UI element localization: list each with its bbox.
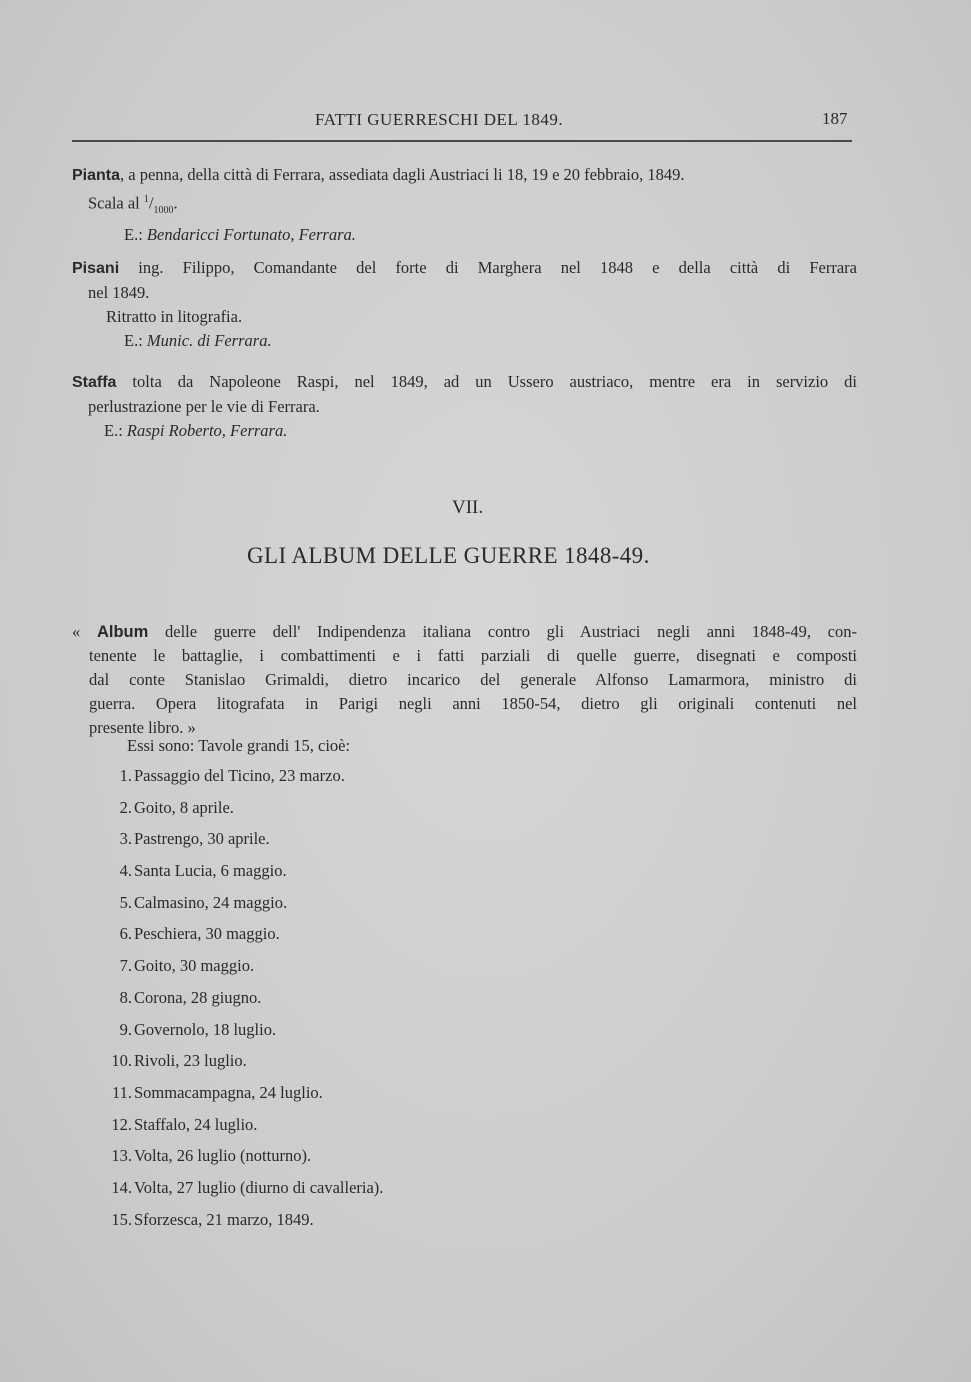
entry-source: [72, 223, 857, 247]
list-item: [100, 1115, 383, 1147]
source-name: Bendaricci Fortunato, Ferrara.: [146, 224, 356, 244]
entry-sub: Ritratto in litografia.: [106, 307, 243, 326]
list-item-number: 2.: [119, 797, 132, 817]
entry-text: ing. Filippo, Comandante del forte di Marghera nel 1848 e della città di Ferrara: [119, 258, 857, 277]
list-item: [100, 766, 383, 798]
entry-pisani-line2: nel 1849.: [88, 283, 150, 302]
album-line: presente libro. »: [89, 718, 196, 737]
album-line: [72, 620, 857, 644]
list-item: [100, 988, 383, 1020]
list-item-title: Santa Lucia, 6 maggio.: [134, 861, 287, 881]
scale-suffix: .: [173, 193, 178, 213]
entry-text: , a penna, della città di Ferrara, assediata dagli Austriaci li 18, 19 e 20 febbraio, 1849.: [120, 165, 685, 184]
source-label: E.:: [124, 224, 147, 244]
entry-source: [72, 419, 857, 443]
list-item: [100, 1146, 383, 1178]
list-item: [100, 829, 383, 861]
scale-denominator: 1000: [153, 204, 174, 216]
album-line: guerra. Opera litografata in Parigi negli anni 1850-54, dietro gli originali contenuti nel: [89, 694, 857, 713]
open-quote: «: [72, 622, 97, 641]
entry-pisani-line1: [72, 256, 857, 281]
entry-staffa-line2: perlustrazione per le vie di Ferrara.: [88, 397, 320, 416]
list-item: [100, 798, 383, 830]
entry-pianta-line: [72, 163, 857, 188]
list-item: [100, 1210, 383, 1242]
list-item-number: 5.: [119, 892, 132, 912]
page-number: 187: [822, 109, 848, 128]
list-item-number: 14.: [111, 1177, 132, 1197]
album-lead: Album: [96, 623, 149, 641]
entry-lead: Pisani: [72, 260, 120, 277]
list-item-title: Volta, 27 luglio (diurno di cavalleria).: [134, 1177, 384, 1197]
list-item: [100, 893, 383, 925]
list-item-number: 4.: [119, 861, 132, 881]
list-item-number: 11.: [111, 1082, 132, 1102]
source-name: Raspi Roberto, Ferrara.: [126, 421, 288, 440]
list-item: [100, 956, 383, 988]
entry-pisani: [72, 256, 857, 353]
plates-list: [100, 766, 383, 1241]
entry-text: tolta da Napoleone Raspi, nel 1849, ad un Ussero austriaco, mentre era in servizio di: [116, 372, 857, 391]
list-item: [100, 1051, 383, 1083]
list-item-title: Goito, 30 maggio.: [134, 956, 255, 976]
running-head: FATTI GUERRESCHI DEL 1849.: [315, 110, 564, 129]
list-item-title: Governolo, 18 luglio.: [134, 1019, 277, 1039]
list-item-title: Goito, 8 aprile.: [134, 797, 234, 817]
list-item-title: Pastrengo, 30 aprile.: [134, 829, 270, 849]
list-item-title: Passaggio del Ticino, 23 marzo.: [134, 766, 345, 785]
plates-count: Essi sono: Tavole grandi 15, cioè:: [127, 736, 351, 755]
list-item-title: Sforzesca, 21 marzo, 1849.: [134, 1209, 314, 1229]
section-number: VII.: [452, 497, 484, 518]
source-name: Munic. di Ferrara.: [146, 331, 272, 350]
entry-staffa: [72, 370, 857, 443]
list-item-number: 7.: [119, 956, 132, 976]
list-item-number: 10.: [111, 1051, 132, 1071]
list-item: [100, 1178, 383, 1210]
list-item: [100, 924, 383, 956]
list-item-number: 3.: [119, 829, 132, 849]
list-item: [100, 861, 383, 893]
list-item-number: 1.: [119, 766, 132, 785]
entry-pianta: [72, 163, 857, 247]
entry-lead: Pianta: [72, 167, 121, 184]
album-line: tenente le battaglie, i combattimenti e i fatti parziali di quelle guerre, disegnati e composti: [89, 646, 857, 665]
source-label: E.:: [104, 421, 127, 440]
list-item-number: 15.: [111, 1209, 132, 1229]
source-label: E.:: [124, 331, 147, 350]
entry-source: [72, 329, 857, 353]
entry-lead: Staffa: [72, 374, 117, 391]
list-item-title: Peschiera, 30 maggio.: [134, 924, 280, 944]
list-item: [100, 1020, 383, 1052]
list-item-number: 8.: [119, 987, 132, 1007]
album-paragraph: [72, 620, 857, 740]
entry-staffa-line1: [72, 370, 857, 395]
entry-scale: [72, 188, 857, 223]
album-line: dal conte Stanislao Grimaldi, dietro incarico del generale Alfonso Lamarmora, ministro di: [89, 670, 857, 689]
list-item: [100, 1083, 383, 1115]
list-item-title: Rivoli, 23 luglio.: [134, 1051, 247, 1071]
list-item-number: 12.: [111, 1114, 132, 1134]
scale-slash: /: [148, 193, 154, 213]
list-item-title: Sommacampagna, 24 luglio.: [134, 1082, 323, 1102]
list-item-title: Staffalo, 24 luglio.: [134, 1114, 258, 1134]
list-item-number: 6.: [119, 924, 132, 944]
list-item-number: 9.: [119, 1019, 132, 1039]
section-title: GLI ALBUM DELLE GUERRE 1848-49.: [247, 543, 650, 568]
scale-numerator: 1: [143, 194, 149, 205]
header-rule: [72, 140, 852, 142]
list-item-title: Calmasino, 24 maggio.: [134, 892, 288, 912]
album-line1: delle guerre dell' Indipendenza italiana contro gli Austriaci negli anni 1848-49, con-: [148, 622, 858, 641]
list-item-number: 13.: [111, 1146, 132, 1166]
scale-prefix: Scala al: [88, 193, 144, 213]
list-item-title: Volta, 26 luglio (notturno).: [134, 1146, 312, 1166]
list-item-title: Corona, 28 giugno.: [134, 987, 262, 1007]
